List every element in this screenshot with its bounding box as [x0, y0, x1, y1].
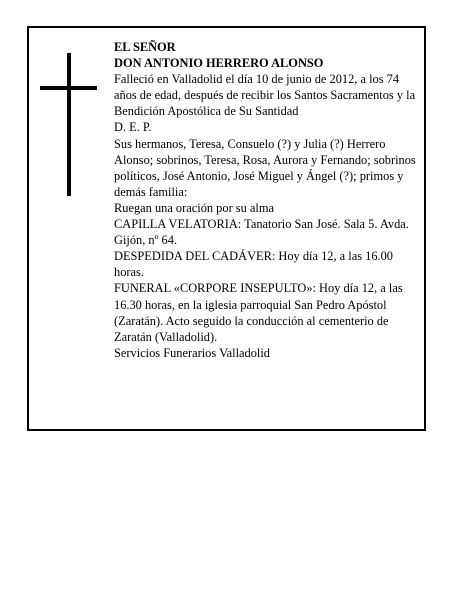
chapel-info: CAPILLA VELATORIA: Tanatorio San José. Sala 5. Avda. Gijón, nº 64. — [114, 217, 409, 248]
farewell-info: DESPEDIDA DEL CADÁVER: Hoy día 12, a las 16.00 horas. — [114, 249, 394, 280]
prayer-request: Ruegan una oración por su alma — [114, 200, 274, 215]
notice-title: EL SEÑOR — [114, 40, 176, 54]
funeral-services: Servicios Funerarios Valladolid — [114, 345, 271, 360]
death-details: Falleció en Valladolid el día 10 de junio de 2012, a los 74 años de edad, después de recibir los Santos Sacramentos y la Bendición Apostólica de Su Santidad — [114, 72, 416, 119]
family-list: Sus hermanos, Teresa, Consuelo (?) y Julia (?) Herrero Alonso; sobrinos, Teresa, Rosa, Aurora y Fernando; sobrinos políticos, José Antonio, José Miguel y Ángel (?); primos y demás familia: — [114, 136, 416, 199]
deceased-name: DON ANTONIO HERRERO ALONSO — [114, 56, 324, 71]
cross-icon — [67, 53, 71, 196]
cross-icon-bar — [40, 86, 97, 90]
rip-line: D. E. P. — [114, 120, 152, 135]
notice-body — [114, 39, 420, 361]
funeral-info: FUNERAL «CORPORE INSEPULTO»: Hoy día 12, a las 16.30 horas, en la iglesia parroquial San Pedro Apóstol (Zaratán). Acto seguido la conducción al cementerio de Zaratán (Valladolid). — [114, 281, 403, 344]
